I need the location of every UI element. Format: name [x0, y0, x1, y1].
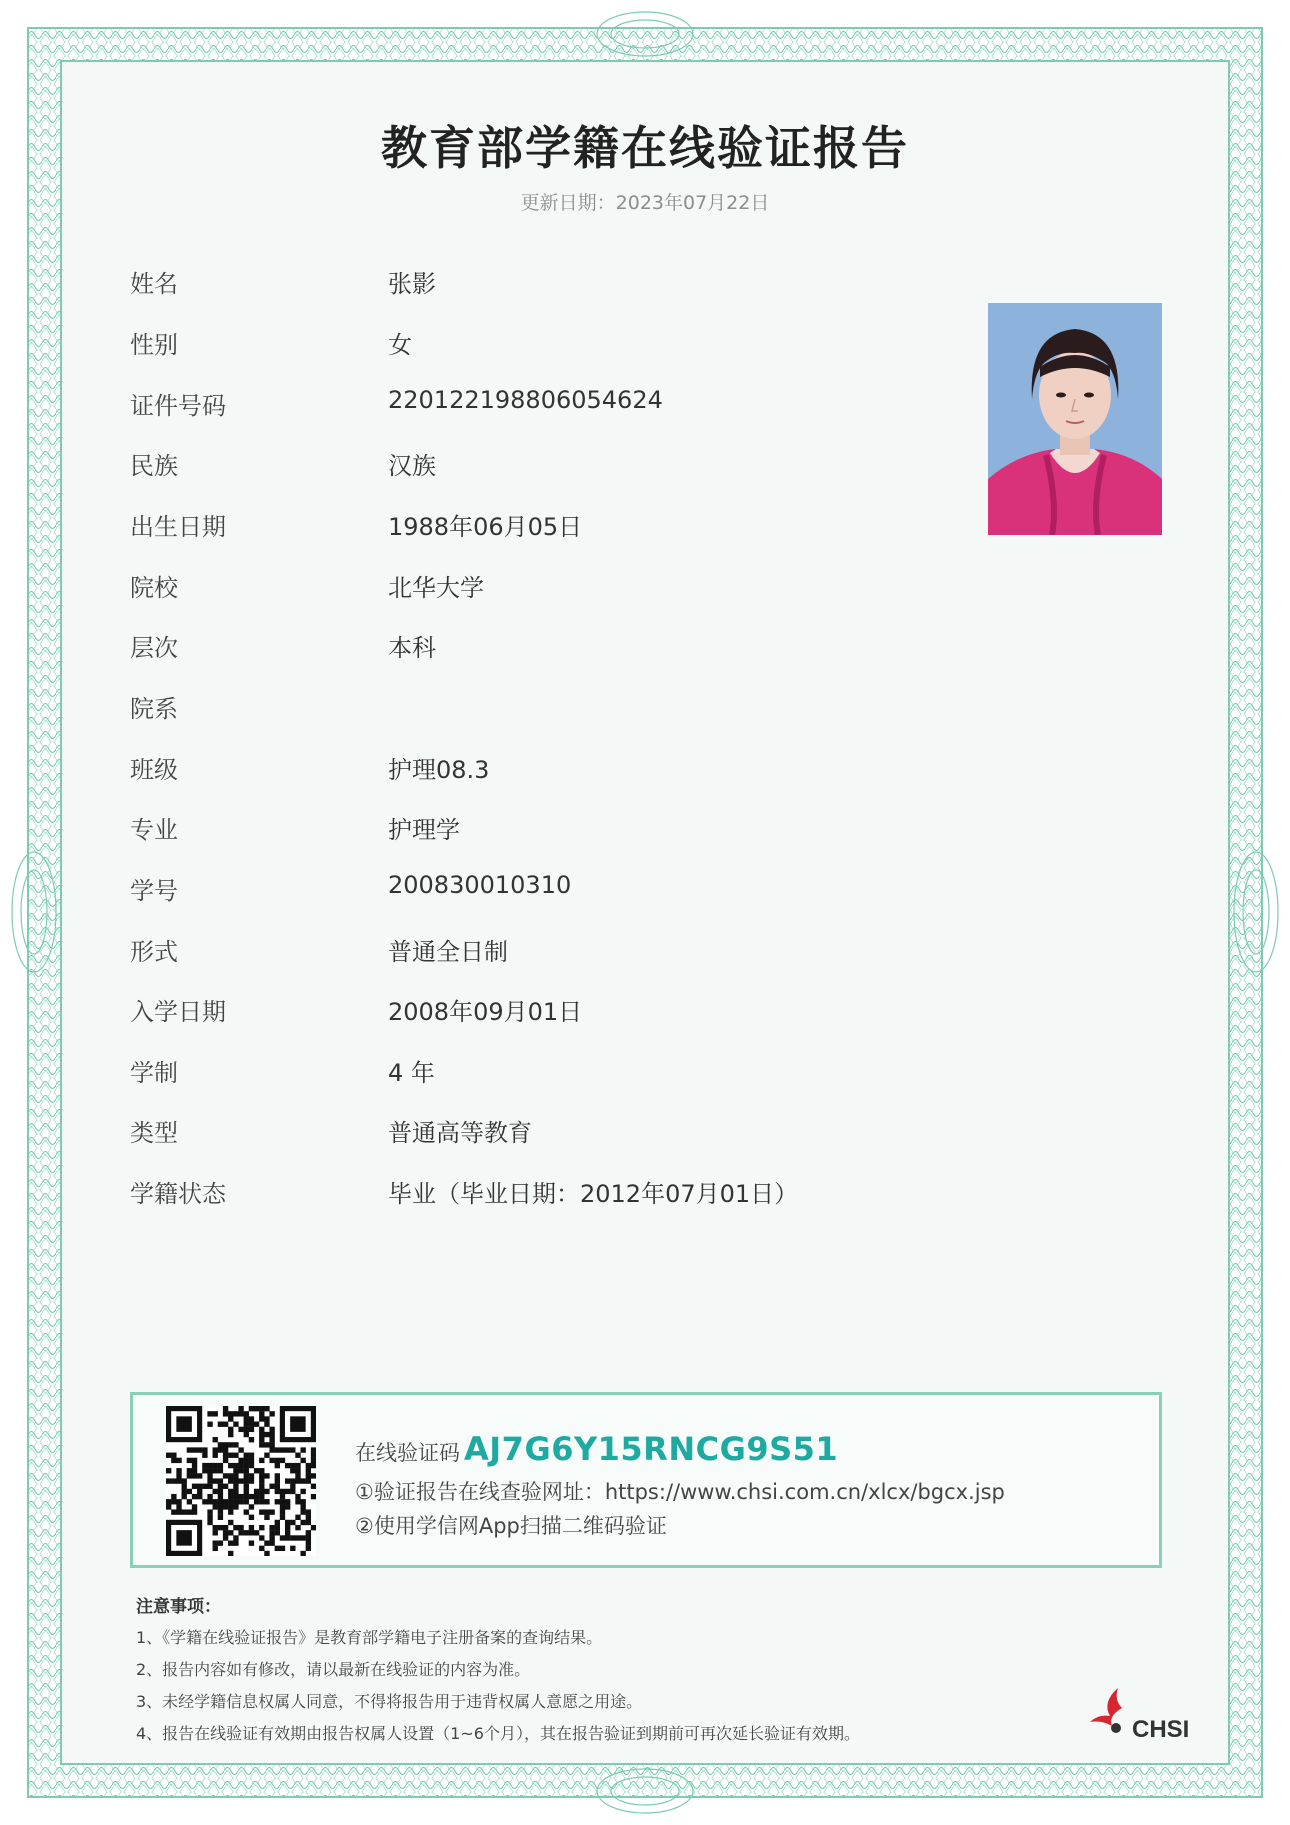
update-date-label: 更新日期： — [520, 192, 616, 214]
field-row — [130, 992, 1030, 1032]
field-label: 性别 — [130, 331, 178, 359]
field-value: 汉族 — [388, 452, 436, 480]
update-date-value: 2023年07月22日 — [615, 192, 770, 214]
qr-code-icon[interactable] — [166, 1406, 316, 1556]
notes-title: 注意事项： — [136, 1597, 221, 1617]
chsi-logo-text: CHSI — [1132, 1716, 1190, 1743]
field-label: 学籍状态 — [130, 1180, 226, 1208]
field-label: 院系 — [130, 695, 178, 723]
field-value: 4 年 — [388, 1059, 435, 1087]
note-item: 3、未经学籍信息权属人同意，不得将报告用于违背权属人意愿之用途。 — [136, 1692, 643, 1711]
field-value: 普通高等教育 — [388, 1119, 532, 1147]
field-value: 护理学 — [388, 816, 460, 844]
note-item: 1、《学籍在线验证报告》是教育部学籍电子注册备案的查询结果。 — [136, 1628, 603, 1647]
field-label: 姓名 — [130, 270, 178, 298]
field-row — [130, 1174, 1030, 1214]
field-value: 普通全日制 — [388, 938, 508, 966]
field-label: 班级 — [130, 756, 178, 784]
field-label: 院校 — [130, 574, 178, 602]
field-value: 200830010310 — [388, 871, 572, 899]
field-label: 学制 — [130, 1059, 178, 1087]
field-row — [130, 1053, 1030, 1093]
field-value: 北华大学 — [388, 574, 484, 602]
field-row — [130, 264, 1030, 304]
field-label: 民族 — [130, 452, 178, 480]
field-row — [130, 932, 1030, 972]
student-photo — [988, 303, 1162, 535]
verification-url-hint[interactable]: ①验证报告在线查验网址：https://www.chsi.com.cn/xlcx/bgcx.jsp — [355, 1480, 1005, 1504]
update-date-line — [0, 188, 1290, 215]
field-value: 护理08.3 — [388, 756, 490, 784]
field-value: 本科 — [388, 634, 436, 662]
verification-code-line — [355, 1430, 838, 1468]
field-label: 出生日期 — [130, 513, 226, 541]
verification-code-label: 在线验证码 — [355, 1441, 460, 1465]
field-label: 入学日期 — [130, 998, 226, 1026]
field-row — [130, 871, 1030, 911]
field-row — [130, 325, 1030, 365]
field-label: 专业 — [130, 816, 178, 844]
field-value: 1988年06月05日 — [388, 513, 583, 541]
field-label: 学号 — [130, 877, 178, 905]
field-row — [130, 1113, 1030, 1153]
field-value: 220122198806054624 — [388, 386, 663, 414]
field-label: 证件号码 — [130, 392, 226, 420]
field-label: 层次 — [130, 634, 178, 662]
field-value: 张影 — [388, 270, 436, 298]
field-row — [130, 386, 1030, 426]
field-value: 2008年09月01日 — [388, 998, 583, 1026]
field-value: 女 — [388, 331, 412, 359]
field-label: 形式 — [130, 938, 178, 966]
field-label: 类型 — [130, 1119, 178, 1147]
field-row — [130, 507, 1030, 547]
verification-app-hint: ②使用学信网App扫描二维码验证 — [355, 1514, 667, 1538]
field-row — [130, 810, 1030, 850]
field-row — [130, 446, 1030, 486]
field-value: 毕业（毕业日期：2012年07月01日） — [388, 1180, 799, 1208]
field-row — [130, 689, 1030, 729]
report-title: 教育部学籍在线验证报告 — [381, 121, 909, 175]
field-row — [130, 750, 1030, 790]
verification-code: AJ7G6Y15RNCG9S51 — [464, 1430, 839, 1468]
field-row — [130, 628, 1030, 668]
note-item: 4、报告在线验证有效期由报告权属人设置（1~6个月），其在报告验证到期前可再次延长验证有效期。 — [136, 1724, 860, 1743]
note-item: 2、报告内容如有修改，请以最新在线验证的内容为准。 — [136, 1660, 531, 1679]
field-row — [130, 568, 1030, 608]
